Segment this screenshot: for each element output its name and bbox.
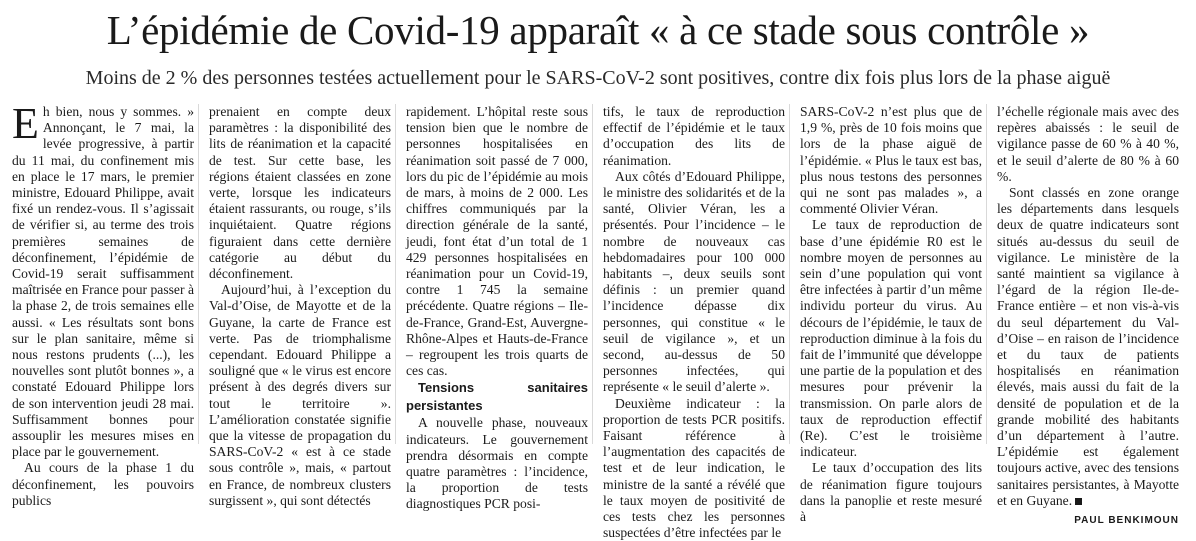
byline: PAUL BENKIMOUN <box>1074 515 1179 527</box>
column-3 <box>406 104 588 512</box>
column-5 <box>800 104 982 525</box>
paragraph: Deuxième indicateur : la proportion de tests PCR positifs. Faisant référence à l’augmentation des capacités de test et de leur indication, le ministre de la santé a révélé que le taux moyen de positivité de ces tests chez les personnes suspectées d’être infectées par le <box>603 395 785 541</box>
paragraph: tifs, le taux de reproduction effectif de l’épidémie et le taux d’occupation des lits de réanimation. <box>603 104 785 168</box>
article-subtitle: Moins de 2 % des personnes testées actuellement pour le SARS-CoV-2 sont positives, contre dix fois plus lors de la phase aiguë <box>85 67 1111 89</box>
article-body <box>12 99 1188 541</box>
column-2 <box>209 104 391 508</box>
paragraph: prenaient en compte deux paramètres : la disponibilité des lits de réanimation et la capacité de test. Sur cette base, les régions étaient classées en zone verte, lorsque les indicateurs étaient rassurants, ou rouge, s’ils inquiétaient. Quatre régions figuraient dans cette dernière catégorie au début du déconfinement. <box>209 104 391 282</box>
drop-cap: E <box>12 99 39 148</box>
column-6 <box>997 104 1179 527</box>
article-title: L’épidémie de Covid-19 apparaît « à ce stade sous contrôle » <box>106 7 1090 53</box>
paragraph: Le taux de reproduction de base d’une épidémie R0 est le nombre moyen de personnes au sein d’une population qui vont être infectées à partir d’un même individu porteur du virus. Au décours de l’épidémie, le taux de reproduction diminue à la fois du fait de l’immunité que développe une partie de la population et des mesures pour prévenir la transmission. On parle alors de taux de reproduction effectif (Re). C’est le troisième indicateur. <box>800 217 982 460</box>
paragraph: SARS-CoV-2 n’est plus que de 1,9 %, près de 10 fois moins que lors de la phase aiguë de l’épidémie. « Plus le taux est bas, plus nous testons des personnes qui ne sont pas malades », a commenté Olivier Véran. <box>800 104 982 217</box>
paragraph: l’échelle régionale mais avec des repères abaissés : le seuil de vigilance passe de 60 % à 40 %, et le seuil d’alerte de 80 % à 60 %. <box>997 104 1179 184</box>
paragraph: rapidement. L’hôpital reste sous tension bien que le nombre de personnes hospitalisées en réanimation soit passé de 7 000, lors du pic de l’épidémie au mois de mars, à moins de 2 000. Les chiffres communiqués par la direction générale de la santé, jeudi, font état d’un total de 1 429 personnes hospitalisées en réanimation pour un Covid-19, contre 1 745 la semaine précédente. Quatre régions – Ile-de-France, Grand-Est, Auvergne-Rhône-Alpes et Hauts-de-France – regroupent les trois quarts de ces cas. <box>406 104 588 379</box>
paragraph: Le taux d’occupation des lits de réanimation figure toujours dans la panoplie et reste mesuré à <box>800 460 982 525</box>
paragraph: Aujourd’hui, à l’exception du Val-d’Oise, de Mayotte et de la Guyane, la carte de France est verte. Pas de triomphalisme cependant. Edouard Philippe a souligné que « le virus est encore présent à des degrés divers sur tout le territoire ». L’amélioration constatée signifie que la vitesse de propagation du SARS-CoV-2 « est à ce stade sous contrôle », mais, « partout en France, de nombreux clusters surgissent », qui sont détectés <box>209 282 391 508</box>
section-subhead: Tensions sanitaires persistantes <box>406 380 588 414</box>
column-4 <box>603 104 785 541</box>
paragraph: Au cours de la phase 1 du déconfinement, les pouvoirs publics <box>12 460 194 508</box>
paragraph-text: h bien, nous y sommes. » Annonçant, le 7 mai, la levée progressive, à partir du 11 mai, du confinement mis en place le 17 mars, le premier ministre, Edouard Philippe, avait fixé un rendez-vous. Il s’agissait de vérifier si, au terme des trois premières semaines de déconfinement, l’épidémie de Covid-19 serait suffisamment maîtrisée en France pour passer à la phase 2, de trois semaines elle aussi. « Les résultats sont bons sur le plan sanitaire, même si nous restons prudents (...), les nouvelles sont plutôt bonnes », a constaté Edouard Philippe lors de son intervention jeudi 28 mai. Suffisamment bonnes pour assouplir les mesures mises en place par le gouvernement. <box>12 104 194 460</box>
paragraph-text: Sont classés en zone orange les départements dans lesquels deux de quatre indicateurs sont situés au-dessus du seuil de vigilance. Le ministère de la santé maintient sa vigilance à l’égard de la région Ile-de-France entière – et non vis-à-vis du seul département du Val-d’Oise – en raison de l’incidence et du taux de patients hospitalisés en réanimation élevés, mais aussi du fait de la densité de population et de la grande mobilité des habitants d’un département à l’autre. L’épidémie est également toujours active, avec des tensions sanitaires persistantes, à Mayotte et en Guyane. <box>997 185 1179 508</box>
paragraph <box>997 185 1179 509</box>
column-1 <box>12 99 194 508</box>
paragraph <box>12 99 194 460</box>
end-of-article-mark <box>1075 498 1082 505</box>
paragraph: A nouvelle phase, nouveaux indicateurs. Le gouvernement prendra désormais en compte quatre paramètres : l’incidence, la proportion de tests diagnostiques PCR posi- <box>406 415 588 512</box>
paragraph: Aux côtés d’Edouard Philippe, le ministre des solidarités et de la santé, Olivier Véran, les a présentés. Pour l’incidence – le nombre de nouveaux cas hebdomadaires pour 100 000 habitants –, deux seuils sont définis : un premier quand l’incidence dépasse dix personnes, qui constitue « le seuil de vigilance », et un second, au-dessus de 50 personnes infectées, qui représente « le seuil d’alerte ». <box>603 168 785 395</box>
